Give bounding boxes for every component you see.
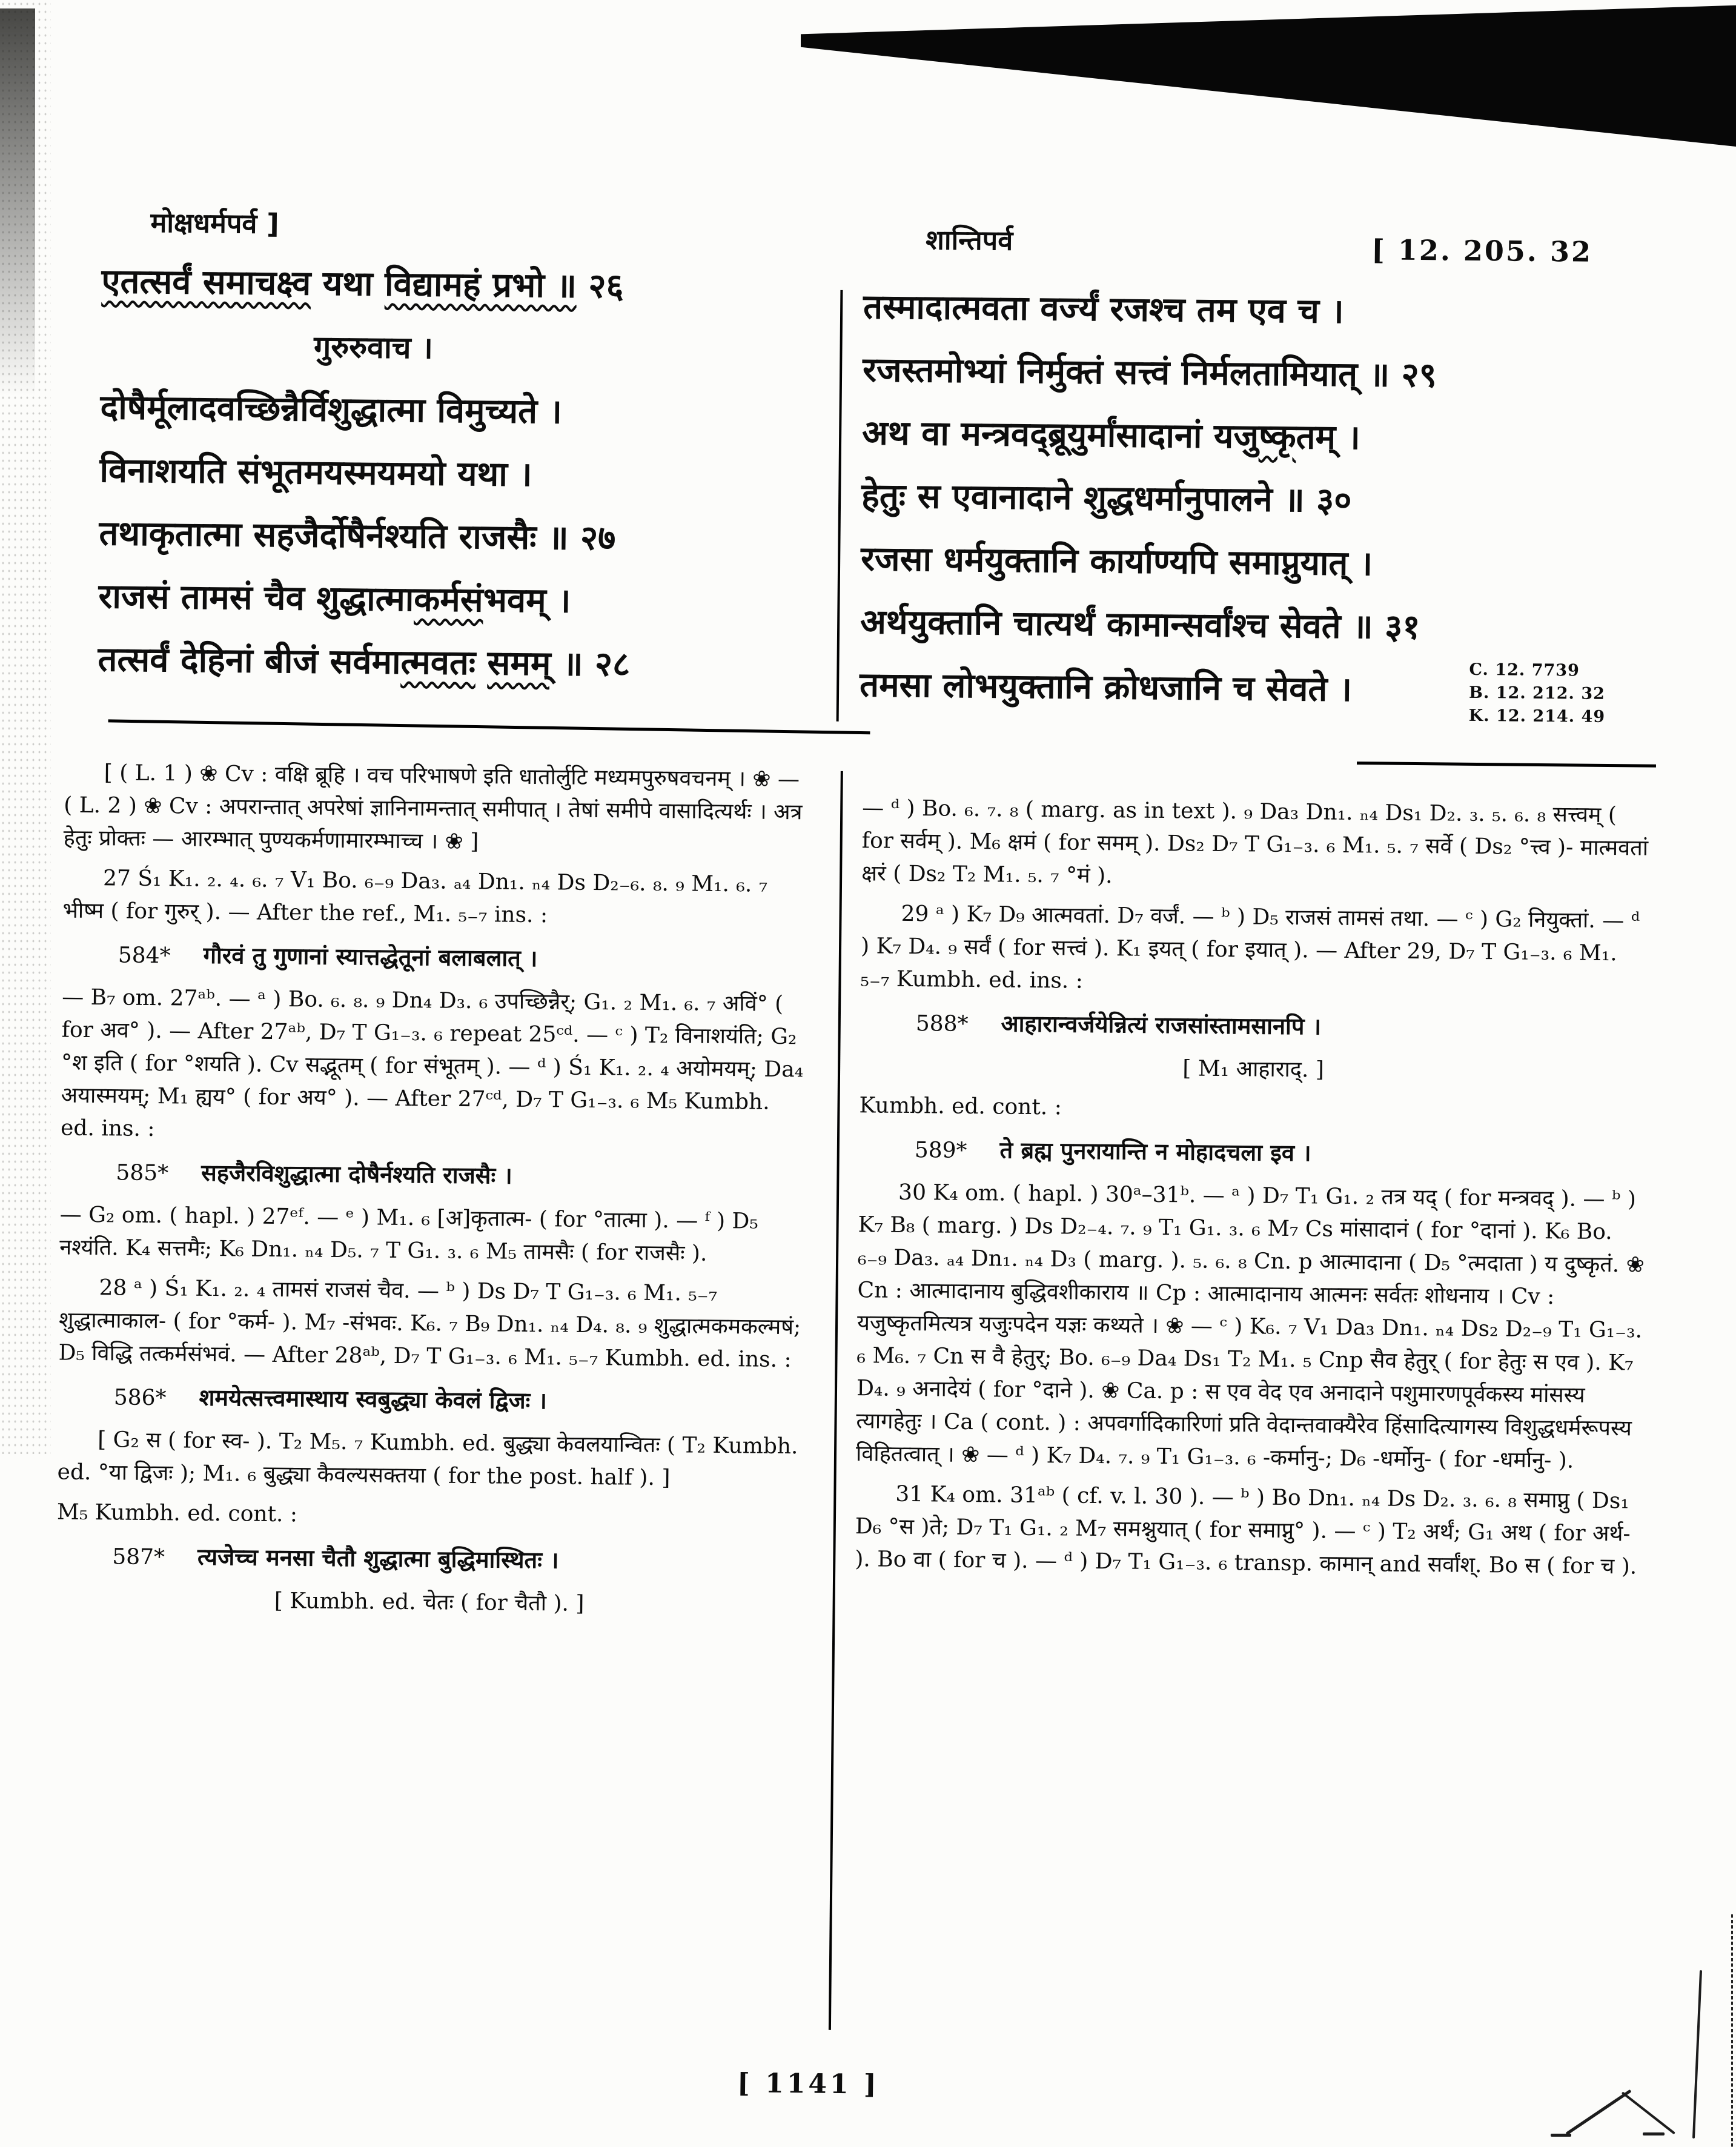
parallel-edition-reference: B. 12. 212. 32: [1468, 683, 1605, 703]
verse-segment: गुरुरुवाच ।: [313, 329, 434, 366]
verse-segment: तत्सर्वं देहिनां बीजं सर्वमा: [98, 640, 401, 682]
verse-line: [863, 276, 1657, 347]
verse-line: [100, 376, 821, 446]
page-number: [ 1141 ]: [737, 2068, 880, 2100]
verse-line: [862, 402, 1656, 473]
apparatus-inserted-verse: [860, 1005, 1648, 1047]
verse-segment: हेतुः स एवानादाने शुद्धधर्मानुपालने ॥ ३०: [861, 476, 1352, 520]
verse-segment-wavy-underlined: त्मवतः: [400, 642, 476, 683]
verse-segment: राजसं तामसं चैव शुद्धात्मा: [98, 577, 414, 620]
verse-segment: दोषैर्मूलादवच्छिन्नैर्विशुद्धात्मा विमुच्यते ।: [100, 388, 563, 432]
verse-segment-wavy-underlined: एतत्सर्वं समाचक्ष्व: [101, 262, 311, 304]
inserted-verse-number: 588*: [915, 1011, 969, 1037]
running-head-verse-reference: [ 12. 205. 32: [1371, 233, 1593, 268]
inserted-verse-number: 584*: [118, 943, 171, 969]
running-head-center-parva-title: शान्तिपर्व: [926, 224, 1013, 257]
margin-edition-references: [1469, 659, 1606, 729]
verse-segment-wavy-underlined: ष्कृ: [1258, 417, 1296, 457]
verse-line: [861, 465, 1655, 536]
inserted-verse-number: 587*: [112, 1544, 165, 1570]
scan-edge-line-right: [1731, 1914, 1733, 2147]
verse-segment-wavy-underlined: समम्: [487, 643, 551, 684]
verse-line: [863, 339, 1657, 410]
verse-segment: तम् ।: [1296, 417, 1361, 458]
inserted-verse-number: 585*: [116, 1160, 169, 1186]
apparatus-paragraph-note: 29 ᵃ ) K₇ D₉ आत्मवतां. D₇ वर्जं. — ᵇ ) D₅ राजसं तामसं तथा. — ᶜ ) G₂ नियुक्तां. — ᵈ ) K₇ D₄. ₉ सर्वं ( for सत्त्वं ). K₁ इयत् ( for इयात् ). — After 29, D₇ T G₁₋₃. ₆ M₁. ₅₋₇ Kumbh. ed. ins. :: [860, 901, 1640, 994]
running-head-left-parva-title: मोक्षधर्मपर्व ]: [150, 206, 279, 240]
apparatus-column-divider-rule: [829, 771, 843, 2030]
speaker-line: [101, 313, 646, 382]
apparatus-paragraph-note: 31 K₄ om. 31ᵃᵇ ( cf. v. l. 30 ). — ᵇ ) Bo Dn₁. ₙ₄ Ds D₂. ₃. ₆. ₈ समाप्नु ( Ds₁ D₆ °स )ते; D₇ T₁ G₁. ₂ M₇ समश्नुयात् ( for समाप्नु° ). — ᶜ ) T₂ अर्थं; G₁ अथ ( for अर्थ- ). Bo वा ( for च ). — ᵈ ) D₇ T₁ G₁₋₃. ₆ transp. कामान् and सर्वांश्. Bo स ( for च ).: [855, 1481, 1637, 1579]
verse-line: [99, 439, 821, 509]
verse-segment: रजसा धर्मयुक्तानि कार्याण्यपि समाप्नुयात् ।: [860, 539, 1373, 584]
apparatus-paragraph-note: 30 K₄ om. ( hapl. ) 30ᵃ–31ᵇ. — ᵃ ) D₇ T₁ G₁. ₂ तत्र यद् ( for मन्त्रवद् ). — ᵇ ) K₇ B₈ ( marg. ) Ds D₂₋₄. ₇. ₉ T₁ G₁. ₃. ₆ M₇ Cs मांसादानं ( for °दानां ). K₆ Bo. ₆₋₉ Da₃. ₐ₄ Dn₁. ₙ₄ D₃ ( marg. ). ₅. ₆. ₈ Cn. p आत्मादाना ( D₅ °त्मदाता ) य दुष्कृतं. ❀ Cn : आत्मादानाय बुद्धिवशीकाराय ॥ Cp : आत्मादानाय आत्मनः सर्वतः शोधनाय । Cv : यजुष्कृतमित्यत्र यजुःपदेन यज्ञः कथ्यते । ❀ — ᶜ ) K₆. ₇ V₁ Da₃ Dn₁. ₙ₄ Ds₂ D₂₋₉ T₁ G₁₋₃. ₆ M₆. ₇ Cn स वै हेतुर्; Bo. ₆₋₉ Da₄ Ds₁ T₂ M₁. ₅ Cnp सैव हेतुर् ( for हेतुः स एव ). K₇ D₄. ₉ अनादेयं ( for °दाने ). ❀ Ca. p : स एव वेद एव अनादाने पशुमारणपूर्वकस्य मांसस्य त्यागहेतुः । Ca ( cont. ) : अपवर्गादिकारिणां प्रति वेदान्तवाक्यैरेव हिंसादित्यागस्य विशुद्धधर्मरूपस्य विहितत्वात् । ❀ — ᵈ ) K₇ D₄. ₇. ₉ T₁ G₁₋₃. ₆ -कर्मानु-; D₆ -धर्मोनु- ( for -धर्मानु- ).: [855, 1180, 1645, 1473]
apparatus-paragraph-plain: M₅ Kumbh. ed. cont. :: [56, 1499, 298, 1527]
inserted-verse-text: सहजैरविशुद्धात्मा दोषैर्नश्यति राजसैः ।: [200, 1159, 512, 1189]
apparatus-column-left: [56, 757, 810, 1630]
inserted-verse-number: 586*: [113, 1385, 167, 1411]
verse-segment-wavy-underlined: विद्यामहं प्रभो ॥: [384, 264, 577, 306]
apparatus-paragraph-center: [ Kumbh. ed. चेतः ( for चैतौ ). ]: [274, 1588, 585, 1616]
verse-segment: तमसा लोभयुक्तानि क्रोधजानि च सेवते ।: [859, 665, 1353, 709]
column-divider-rule: [837, 290, 843, 722]
verse-line: [98, 565, 820, 635]
verse-segment: २६: [576, 266, 624, 307]
verse-line: [99, 502, 820, 572]
apparatus-column-right: [855, 792, 1649, 1590]
apparatus-inserted-verse: [60, 1155, 806, 1196]
apparatus-paragraph-center: [ M₁ आहाराद्. ]: [1182, 1056, 1325, 1083]
apparatus-paragraph-bracket: [ G₂ स ( for स्व- ). T₂ M₅. ₇ Kumbh. ed. बुद्ध्या केवलयान्वितः ( T₂ Kumbh. ed. °या द्विजः ); M₁. ₆ बुद्ध्या कैवल्यसक्तया ( for the post. half ). ]: [57, 1427, 798, 1491]
verse-segment: रजस्तमोभ्यां निर्मुक्तं सत्त्वं निर्मलतामियात् ॥ २९: [862, 350, 1437, 396]
verse-line: [861, 528, 1655, 599]
inserted-verse-text: आहारान्वर्जयेन्नित्यं राजसांस्तामसानपि ।: [1001, 1010, 1322, 1040]
inserted-verse-text: ते ब्रह्म पुनरायान्ति न मोहादचला इव ।: [999, 1137, 1311, 1167]
verse-line: [101, 250, 823, 320]
apparatus-paragraph-flush: — ᵈ ) Bo. ₆. ₇. ₈ ( marg. as in text ). ₉ Da₃ Dn₁. ₙ₄ Ds₁ D₂. ₃. ₅. ₆. ₈ सत्त्वम् ( for सर्वम् ). M₆ क्षमं ( for समम् ). Ds₂ D₇ T G₁₋₃. ₆ M₁. ₅. ₇ सर्वे ( Ds₂ °त्त्व )- मात्मवतां क्षरं ( Ds₂ T₂ M₁. ₅. ₇ °मं ).: [861, 795, 1649, 889]
apparatus-paragraph-note: 27 Ś₁ K₁. ₂. ₄. ₆. ₇ V₁ Bo. ₆₋₉ Da₃. ₐ₄ Dn₁. ₙ₄ Ds D₂₋₆. ₈. ₉ M₁. ₆. ₇ भीष्म ( for गुरुर् ). — After the ref., M₁. ₅₋₇ ins. :: [62, 866, 768, 928]
apparatus-inserted-verse: [859, 1132, 1646, 1173]
verse-line: [98, 628, 819, 698]
inserted-verse-text: शमयेत्सत्त्वमास्थाय स्वबुद्ध्या केवलं द्विजः ।: [199, 1384, 548, 1415]
verse-segment: [475, 643, 488, 683]
inserted-verse-number: 589*: [914, 1138, 967, 1163]
verse-line: [860, 591, 1654, 662]
verse-apparatus-separator-rule: [108, 719, 870, 734]
parallel-edition-reference: K. 12. 214. 49: [1468, 706, 1606, 726]
verse-column-right: [860, 276, 1657, 725]
verse-segment: अर्थयुक्तानि चात्यर्थं कामान्सर्वांश्च सेवते ॥ ३१: [860, 602, 1420, 648]
margin-refs-separator-rule: [1357, 762, 1656, 768]
apparatus-paragraph-bracket: [ ( L. 1 ) ❀ Cv : वक्षि ब्रूहि । वच परिभाषणे इति धातोर्लुटि मध्यमपुरुषवचनम् । ❀ — ( L. 2 ) ❀ Cv : अपरान्तात् अपरेषां ज्ञानिनामन्तात् समीपात् । तेषां समीपे वासादित्यर्थः । अत्र हेतुः प्रोक्तः — आरम्भात् पुण्यकर्मणामारम्भाच्च । ❀ ]: [63, 760, 803, 855]
inserted-verse-text: त्यजेच्च मनसा चैतौ शुद्धात्मा बुद्धिमास्थितः ।: [197, 1543, 559, 1574]
parallel-edition-reference: C. 12. 7739: [1469, 660, 1580, 680]
verse-segment: तथाकृतात्मा सहजैर्दोषैर्नश्यति राजसैः ॥ २७: [99, 514, 616, 559]
apparatus-paragraph-flush: — G₂ om. ( hapl. ) 27ᵉᶠ. — ᵉ ) M₁. ₆ [अ]कृतात्म- ( for °तात्मा ). — ᶠ ) D₅ नश्यंति. K₄ सत्तमैः; K₆ Dn₁. ₙ₄ D₅. ₇ T G₁. ₃. ₆ M₅ तामसैः ( for राजसैः ).: [59, 1202, 759, 1266]
apparatus-inserted-verse: [58, 1379, 804, 1421]
verse-segment: यथा: [310, 264, 385, 304]
apparatus-inserted-verse: [56, 1539, 803, 1581]
inserted-verse-text: गौरवं तु गुणानां स्यात्तद्धेतूनां बलाबलात् ।: [203, 941, 538, 972]
verse-segment-wavy-underlined: कर्मसं: [414, 580, 484, 620]
apparatus-paragraph-plain: Kumbh. ed. cont. :: [859, 1093, 1062, 1120]
verse-segment: ॥ २८: [551, 644, 631, 685]
verse-segment: अथ वा मन्त्रवद्ब्रूयुर्मांसादानां यजु: [861, 413, 1259, 457]
verse-segment: विनाशयति संभूतमयस्मयमयो यथा ।: [99, 451, 532, 494]
apparatus-paragraph-note: 28 ᵃ ) Ś₁ K₁. ₂. ₄ तामसं राजसं चैव. — ᵇ ) Ds D₇ T G₁₋₃. ₆ M₁. ₅₋₇ शुद्धात्माकाल- ( for °कर्म- ). M₇ -संभवः. K₆. ₇ B₉ Dn₁. ₙ₄ D₄. ₈. ₉ शुद्धात्मकमकल्मषं; D₅ विद्धि तत्कर्मसंभवं. — After 28ᵃᵇ, D₇ T G₁₋₃. ₆ M₁. ₅₋₇ Kumbh. ed. ins. :: [58, 1275, 801, 1373]
verse-segment: तस्मादात्मवता वर्ज्यं रजश्च तम एव च ।: [863, 287, 1344, 331]
verse-column-left: [98, 250, 823, 698]
apparatus-paragraph-flush: — B₇ om. 27ᵃᵇ. — ᵃ ) Bo. ₆. ₈. ₉ Dn₄ D₃. ₆ उपच्छिन्नैर्; G₁. ₂ M₁. ₆. ₇ अविं° ( for अव° ). — After 27ᵃᵇ, D₇ T G₁₋₃. ₆ repeat 25ᶜᵈ. — ᶜ ) T₂ विनाशयंति; G₂ °श इति ( for °शयति ). Cv सद्भूतम् ( for संभूतम् ). — ᵈ ) Ś₁ K₁. ₂. ₄ अयोमयम्; Da₄ अयास्मयम्; M₁ ह्यय° ( for अय° ). — After 27ᶜᵈ, D₇ T G₁₋₃. ₆ M₅ Kumbh. ed. ins. :: [60, 984, 804, 1142]
verse-segment: भवम् ।: [483, 580, 571, 621]
apparatus-inserted-verse: [62, 937, 809, 979]
